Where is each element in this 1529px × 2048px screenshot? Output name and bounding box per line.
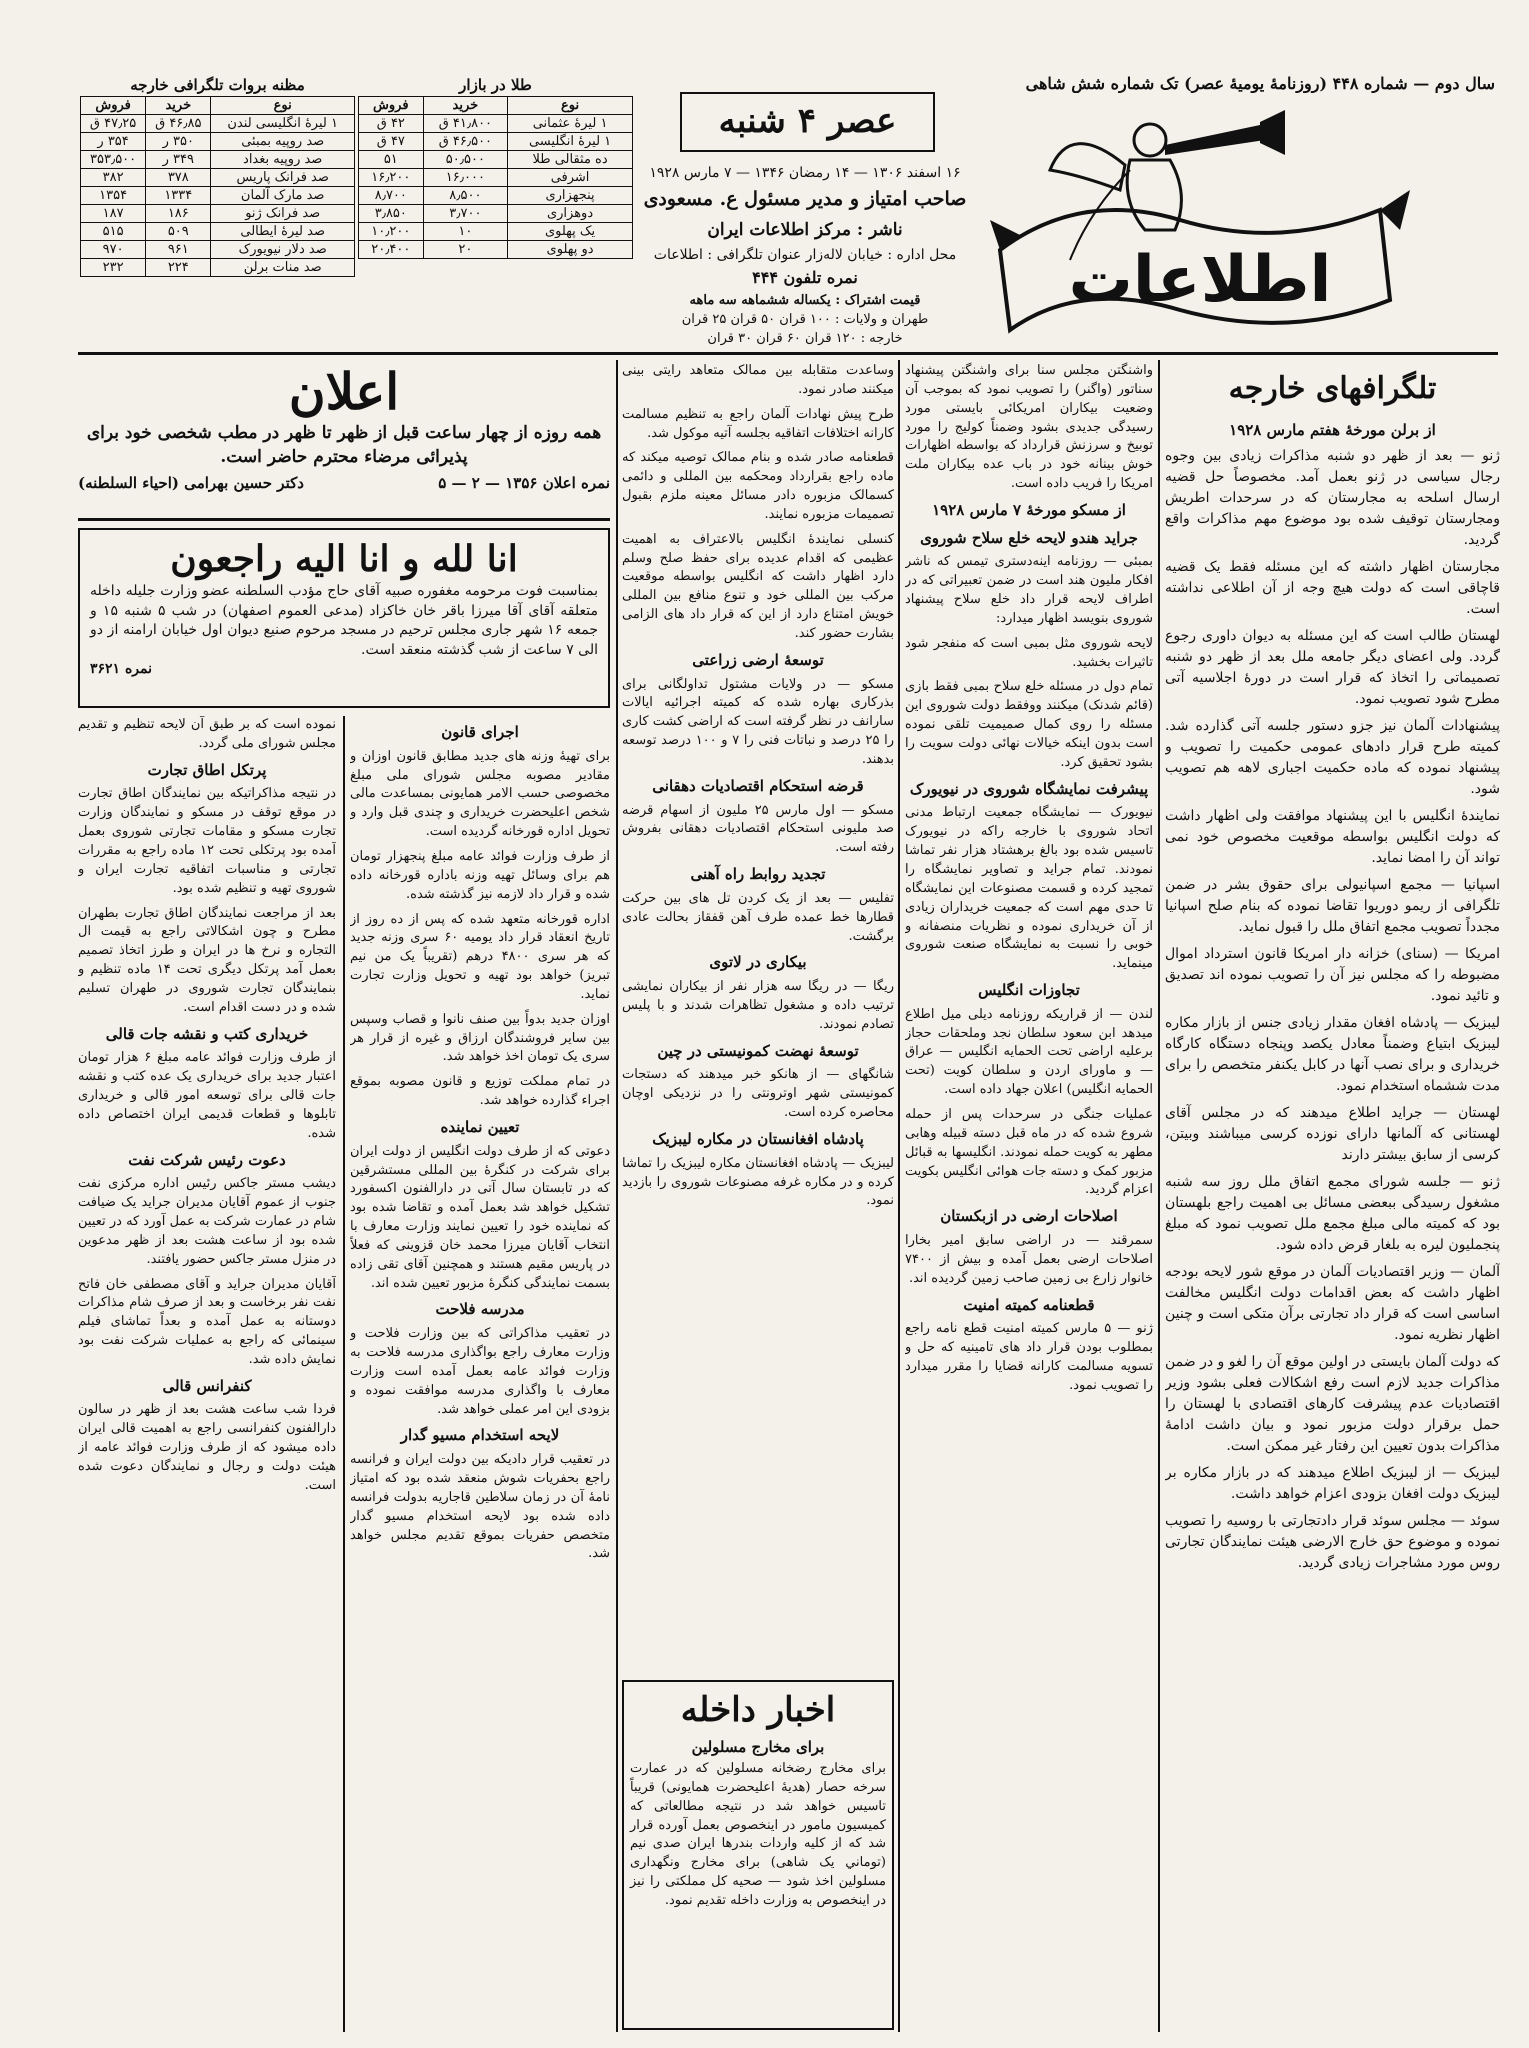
table-header-cell: خرید	[146, 97, 211, 115]
table-cell: پنجهزاری	[508, 187, 633, 205]
subscription-tehran: طهران و ولایات : ۱۰۰ قران ۵۰ قران ۲۵ قران	[681, 312, 929, 327]
protocol-body	[78, 785, 336, 1017]
paragraph: قطعنامه صادر شده و بنام ممالک توصیه میکند که ماده راجع بقرارداد ومحکمه بین المللی و دائمی کسمالک مزبوره دادر مسائل معینه ملزم بقبول تصمیمات مزبوره نمایند.	[622, 450, 894, 522]
column-rule	[343, 716, 345, 2032]
rail-title: تجدید روابط راه آهنی	[690, 865, 826, 884]
table-cell: ۱ لیرهٔ انگلیسی لندن	[211, 115, 355, 133]
protocol-title: پرتکل اطاق تجارت	[147, 760, 267, 779]
school-body	[350, 1325, 610, 1419]
domestic-sub-title: برای مخارج مسلولین	[691, 1738, 825, 1756]
table-header-cell: فروش	[81, 97, 146, 115]
paragraph: پیشنهادات آلمان نیز جزو دستور جلسه آتی گذارده شد. کمیته طرح قرار دادهای عمومی حکمیت را تصویب و پیشنهاد نموده که ماده حکمیت اجباری لاهه هم تصویب شود.	[1165, 717, 1500, 797]
table-row	[81, 241, 355, 259]
paragraph: از طرف وزارت فوائد عامه مبلغ ۶ هزار تومان اعتبار جدید برای خریداری یک عده کتب و نقشه جات قالی برای توسعه امور قالی و خریداری تابلوها و قطعات قدیمی ایران اختصاص داده شده.	[78, 1050, 336, 1141]
school-title: مدرسه فلاحت	[435, 1300, 525, 1319]
conf-title: کنفرانس قالی	[162, 1376, 252, 1395]
table-cell: ۳۵۰ ر	[146, 133, 211, 151]
column-rule	[1158, 360, 1160, 2032]
table-cell: ۲۳۲	[81, 259, 146, 277]
agri-title: توسعهٔ ارضی زراعتی	[692, 650, 824, 669]
table-cell: ۵۱۵	[81, 223, 146, 241]
table-cell: صد فرانک پاریس	[211, 169, 355, 187]
paragraph: آلمان — وزیر اقتصادیات آلمان در موقع شور لایحه بودجه اظهار داشت که بعض اقدامات دولت انگلیس مخالفت اساسی است که قرار داد تجارتی برآن متکی است و چنین اظهار نظریه نمود.	[1165, 1263, 1500, 1343]
table-cell: صد فرانک ژنو	[211, 205, 355, 223]
table-row	[81, 169, 355, 187]
paragraph: در تعقیب مذاکراتی که بین وزارت فلاحت و وزارت معارف راجع بواگذاری مدرسه فلاحت به وزارت فوائد عامه بعمل آمده است وزارت معارف با واگذاری مدرسه موافقت نموده و بزودی این امر عملی خواهد شد.	[350, 1326, 610, 1417]
paragraph: ژنو — ۵ مارس کمیته امنیت قطع نامه راجع بمطلوب بودن قرار داد های تامینیه که حل و تسویه مسالمت کارانه قضایا را مقرر میدارد را تصویب نمود.	[905, 1321, 1153, 1393]
afghan-title: پادشاه افغانستان در مکاره لیبزیک	[652, 1129, 864, 1148]
paragraph: فردا شب ساعت هشت بعد از ظهر در سالون دارالفنون کنفرانسی راجع به اهمیت قالی ایران داده میشود که از طرف وزارت فوائد عامه از هیئت دولت و رجال و نمایندگان دعوت شده است.	[78, 1402, 336, 1493]
paragraph: مسکو — در ولایات مشتول تداولگانی برای بذرکاری بهاره شده که کمیته اجرائیه ایالات سارانف در نظر گرفته است که اراضی کشت کاری را ۲۵ درصد و نباتات فنی را ۷ و ۱۰۰ درصد توسعه بدهند.	[622, 676, 894, 767]
obituary-title: انا لله و انا الیه راجعون	[170, 538, 518, 580]
issue-info: سال دوم — شماره ۴۴۸ (روزنامهٔ یومیهٔ عصر) تک شماره شش شاهی	[1025, 74, 1495, 93]
rural-body	[622, 802, 894, 859]
day-title: عصر ۴ شنبه	[680, 92, 935, 152]
paragraph: اداره قورخانه متعهد شده که پس از ده روز از تاریخ انعقاد قرار داد یومیه ۶۰ سری وزنه جدید که هر سری ۴۸۰۰ درهم (تقریباً یک من نیم تبریز) خواهد بود تهیه و تحویل وزارت تجارت نماید.	[350, 911, 610, 1002]
table-cell: ۱۰	[423, 223, 508, 241]
paragraph: مسکو — اول مارس ۲۵ ملیون از اسهام قرضه صد ملیونی استحکام اقتصادیات دهقانی بفروش رفته است.	[622, 802, 894, 856]
paragraph: لیبزیک — پادشاه افغان مقدار زیادی جنس از بازار مکاره لیبزیک ابتیاع وضمناً معادل یکصد وپنجاه دستگاه کارگاه خریداری و برای نصب آنها در کابل یکنفر متخصص را برای مدت ششماه استخدام نمود.	[1165, 1014, 1500, 1094]
announcement-box	[78, 362, 610, 512]
table-cell: ۴۶٫۵۰۰ ق	[423, 133, 508, 151]
table-cell: ۲۲۴	[146, 259, 211, 277]
paragraph: ریگا — در ریگا سه هزار نفر از بیکاران نمایشی ترتیب داده و مشغول تظاهرات شدند و با پلیس تصادم نمودند.	[622, 979, 894, 1032]
law-title: اجرای قانون	[441, 723, 519, 741]
paragraph: لهستان طالب است که این مسئله به دیوان داوری رجوع گردد. ولی اعضای دیگر جامعه ملل بعد از ظهر دو شنبه تصمیماتی را اتخاذ که قرار است در دورهٔ اجلاسیه آتی مطرح شود تصویب نمود.	[1165, 627, 1500, 707]
paragraph: نیویورک — نمایشگاه جمعیت ارتباط مدنی اتحاد شوروی با خارجه راکه در نیویورک تاسیس شده بود بالغ برهشتاد هزار نفر تماشا نمودند. تمام جراید و تصاویر نمایشگاه را تمجید کرده و قسمت مصنوعات این نمایشگاه تا حدی مهم است که جمعیت خریداران زیادی از آن خریداری نموده و نظریات منصفانه و خوبی را نسبت به نمایشگاه صنعت شوروی مینماید.	[905, 805, 1153, 972]
paragraph: وساعدت متقابله بین ممالک متعاهد رایتی بینی میکنند صادر نمود.	[622, 363, 894, 397]
announcement-title: اعلان	[288, 362, 400, 421]
table-cell: ۱۶٫۲۰۰	[359, 169, 424, 187]
table-cell: صد منات برلن	[211, 259, 355, 277]
table-cell: ۸٫۷۰۰	[359, 187, 424, 205]
table-cell: ۲۰٫۴۰۰	[359, 241, 424, 259]
china-title: توسعهٔ نهضت کمونیستی در چین	[657, 1041, 859, 1060]
phone-line: نمره تلفون ۴۴۴	[752, 268, 858, 287]
table-cell: ۴۷٫۲۵ ق	[81, 115, 146, 133]
england-body	[905, 1006, 1153, 1200]
paragraph: تفلیس — بعد از یک کردن تل های بین حرکت قطارها خط عمده طرف آهن قفقاز بحالت عادی برگشت.	[622, 890, 894, 944]
table-cell: ۳٫۷۰۰	[423, 205, 508, 223]
table-cell: ۳۷۸	[146, 169, 211, 187]
exhibit-title: پیشرفت نمایشگاه شوروی در نیویورک	[909, 779, 1149, 798]
table-cell: ۱ لیرهٔ انگلیسی	[508, 133, 633, 151]
foreign-dateline: از برلن مورخهٔ هفتم مارس ۱۹۲۸	[1229, 421, 1436, 439]
paragraph: که دولت آلمان بایستی در اولین موقع آن را لغو و در ضمن مذاکرات جدید لازم است رفع اشکالات فعلی بشود وزیر اقتصادیات عدم پیشرفت کارهای اقتصادی با لهستان را حمل برقرار دولت مزبور نمود و بیان داشت ادامهٔ مذاکرات بدون تعیین این رفتار غیر ممکن است.	[1165, 1353, 1500, 1454]
table-cell: ۹۷۰	[81, 241, 146, 259]
exhibit-body	[905, 804, 1153, 974]
rep-body	[350, 1143, 610, 1294]
hire-title: لایحه استخدام مسیو گدار	[400, 1426, 560, 1445]
fx-rate-table	[80, 76, 355, 277]
table-row	[359, 223, 633, 241]
middle-body	[622, 362, 894, 644]
table-cell: ۳٫۸۵۰	[359, 205, 424, 223]
publisher-line: ناشر : مرکز اطلاعات ایران	[707, 220, 903, 240]
books-title: خریداری کتب و نقشه جات قالی	[105, 1024, 309, 1043]
paragraph: لهستان — جراید اطلاع میدهند که در مجلس آقای لهستانی که آلمانها دارای نوزده کرسی میباشند وبیتن، کرسی از سابق بیشتر دارند	[1165, 1104, 1500, 1163]
table-cell: ۱۸۷	[81, 205, 146, 223]
washington-body	[905, 362, 1153, 494]
paragraph: دیشب مستر جاکس رئیس اداره مرکزی نفت جنوب از عموم آقایان مدیران جراید یک ضیافت شام در عمارت شرکت به عمل آورد که در تعیین شده بود از ساعت هشت بعد از ظهر مدعوین در منزل مستر جاکس حضور یافتند.	[78, 1176, 336, 1267]
paragraph: دعوتی که از طرف دولت انگلیس از دولت ایران برای شرکت در کنگرهٔ بین المللی مستشرقین که در تابستان سال آتی در دارالفنون اکسفورد تشکیل خواهد شد بعمل آمده و تقاضا شده بود که نماینده خود را تعیین نمایند وزارت معارف با انتخاب آقایان میرزا محمد خان قزوینی که فعلاً در پاریس مقیم هستند و همچنین آقای تقی زاده بسمت نمایندگی کنگرهٔ مزبور تعیین شده اند.	[350, 1143, 610, 1291]
table-cell: ۳۴۹ ر	[146, 151, 211, 169]
owner-line: صاحب امتیاز و مدیر مسئول ع. مسعودی	[643, 188, 967, 210]
table-cell: ۱۶٫۰۰۰	[423, 169, 508, 187]
subscription-title: قیمت اشتراک : یکساله ششماهه سه ماهه	[689, 293, 921, 308]
paragraph: در تعقیب قرار دادیکه بین دولت ایران و فرانسه راجع بحفریات شوش منعقد شده بود که امتیاز نامهٔ آن در زمان سلاطین قاجاریه بدولت فرانسه داده شده بود لایحه استخدام مسیو گدار متخصص حفریات بموقع تقدیم مجلس خواهد شد.	[350, 1452, 610, 1562]
books-body	[78, 1049, 336, 1143]
paragraph: برای تهیهٔ وزنه های جدید مطابق قانون اوزان و مقادیر مصوبه مجلس شورای ملی مبلغ مخصوصی حسب الامر همایونی بمساعدت مالی شخص اعلیحضرت خریداری و چندی قبل وارد و تحویل اداره قورخانه گردیده است.	[350, 748, 610, 840]
table-cell: ۳۸۲	[81, 169, 146, 187]
moscow-dateline: از مسکو مورخهٔ ۷ مارس ۱۹۲۸	[932, 500, 1126, 519]
foreign-telegraphs-column	[1165, 362, 1500, 2032]
masthead-rule	[78, 352, 1498, 355]
column-rule	[616, 360, 618, 2032]
foreign-body	[1165, 446, 1500, 1574]
table-row	[359, 115, 633, 133]
law-body	[350, 748, 610, 1111]
trade-column	[78, 716, 336, 2032]
paragraph: اسپانیا — مجمع اسپانیولی برای حقوق بشر در ضمن تلگرافی از ریمو دوریوا تقاضا نموده که بنام صلح اسپانیا مجدداً تصویب مجمع اتفاق ملل را قبول نماید.	[1165, 876, 1500, 935]
paragraph: نمایندهٔ انگلیس با این پیشنهاد موافقت ولی اظهار داشت که دولت انگلیس بواسطه موقعیت مخصوص خود نمی تواند آن را امضا نماید.	[1165, 807, 1500, 866]
subscription-abroad: خارجه : ۱۲۰ قران ۶۰ قران ۳۰ قران	[707, 331, 903, 346]
obituary-box	[78, 528, 610, 708]
paragraph: در تمام مملکت توزیع و قانون مصوبه بموقع اجراء گذارده خواهد شد.	[350, 1074, 610, 1109]
table-row	[359, 241, 633, 259]
paragraph: لایحه شوروی مثل بمبی است که منفجر شود تاثیرات بخشید.	[905, 635, 1153, 670]
invite-title: دعوت رئیس شرکت نفت	[128, 1150, 286, 1169]
reform-title: اصلاحات ارضی در ازبکستان	[940, 1207, 1118, 1226]
afghan-body	[622, 1155, 894, 1212]
table-row	[81, 223, 355, 241]
table-cell: ۵۰۹	[146, 223, 211, 241]
paragraph: از طرف وزارت فوائد عامه مبلغ پنجهزار تومان هم برای وسائل تهیه وزنه باداره قورخانه داده شده و قرار داد لازمه نیز گذشته شده.	[350, 848, 610, 902]
foreign-telegraphs-title: تلگرافهای خارجه	[1228, 371, 1437, 406]
logo-wordmark: اطلاعات	[1068, 243, 1332, 317]
table-cell: ده مثقالی طلا	[508, 151, 633, 169]
paragraph: لیبزیک — از لیبزیک اطلاع میدهند که در بازار مکاره بر لیبزیک دولت افغان بزودی اعزام خواهد داشت.	[1165, 1464, 1500, 1502]
paragraph: تمام دول در مسئله خلع سلاح بمبی فقط بازی (قائم شدنک) میکنند ووفقط دولت شوروی این مسئله را روی کمال صمیمیت تلقی نموده است بدون اینکه خیالات نهائی دولت سویت را بشود تحقیق کرد.	[905, 679, 1153, 770]
security-body	[905, 1320, 1153, 1395]
invite-body	[78, 1175, 336, 1369]
moscow-body	[905, 553, 1153, 772]
rail-body	[622, 890, 894, 947]
paragraph: امریکا — (سنای) خزانه دار امریکا قانون استرداد اموال مضبوطه را که مجلس نیز آن را تصویب نموده اند تصدیق و تائید نمود.	[1165, 945, 1500, 1004]
rep-title: تعیین نماینده	[440, 1117, 520, 1136]
paragraph: سمرقند — در اراضی سابق امیر بخارا اصلاحات ارضی بعمل آمده و بیش از ۷۴۰۰ خانوار زارع بی زمین صاحب زمین گردیده اند.	[905, 1232, 1153, 1286]
table-cell: ۴۷ ق	[359, 133, 424, 151]
table-row	[81, 259, 355, 277]
table-cell: ۱۰٫۲۰۰	[359, 223, 424, 241]
rural-title: قرضه استحکام اقتصادیات دهقانی	[652, 776, 864, 795]
paragraph: ژنو — بعد از ظهر دو شنبه مذاکرات زیادی بین وجوه رجال سیاسی در ژنو بعمل آمد. مخصوصاً حل قضیه ارسال اسلحه به مجارستان که در سرحدات اطریش ومجارستان توقیف شده بود موضوع مهم مذاکرات واقع گردید.	[1165, 447, 1500, 548]
fx-table-title: مظنه بروات تلگرافی خارجه	[130, 76, 305, 94]
paragraph: بمبئی — روزنامه اینه‌دستری تیمس که ناشر افکار ملیون هند است در ضمن تعبیراتی که در اطراف لایحه قرار داد خلع سلاح پیشنهاد شوروی بنویسد اظهار میدارد:	[905, 554, 1153, 626]
newspaper-logo	[960, 100, 1430, 345]
table-row	[359, 151, 633, 169]
domestic-title: اخبار داخله	[680, 1690, 836, 1730]
trade-body	[78, 716, 336, 754]
table-cell: ۴۲ ق	[359, 115, 424, 133]
domestic-news-box	[622, 1680, 894, 2030]
security-title: قطعنامه کمیته امنیت	[963, 1295, 1095, 1314]
table-row	[81, 151, 355, 169]
table-cell: یک پهلوی	[508, 223, 633, 241]
table-header-cell: نوع	[508, 97, 633, 115]
table-row	[81, 133, 355, 151]
table-header-cell: نوع	[211, 97, 355, 115]
paragraph: شانگهای — از هانکو خبر میدهند که دستجات کمونیستی شهر اوترونتی را در نزدیکی اوچان محاصره کرده است.	[622, 1067, 894, 1121]
paragraph: سوئد — مجلس سوئد قرار دادتجارتی با روسیه را تصویب نموده و موضوع حق خارج الارضی هیئت نمایندگان تجارتی روس مورد مشاجرات زیادی گردید.	[1165, 1512, 1500, 1571]
paragraph: طرح پیش نهادات آلمان راجع به تنظیم مسالمت کارانه اختلافات اتفاقیه بجلسه آتیه موکول شد.	[622, 406, 894, 441]
table-cell: ۱۳۵۴	[81, 187, 146, 205]
table-cell: ۹۶۱	[146, 241, 211, 259]
england-title: تجاوزات انگلیس	[978, 981, 1080, 1000]
announcement-number: نمره اعلان ۱۳۵۶ — ۲ — ۵	[438, 473, 610, 492]
table-cell: ۲۰	[423, 241, 508, 259]
moscow-title: جراید هندو لایحه خلع سلاح شوروی	[920, 528, 1138, 547]
paragraph: اوزان جدید بدواً بین صنف نانوا و قصاب وسپس بین سایر فروشندگان ارزاق و غیره از قرار هر سری یک تومان اخذ خواهد شد.	[350, 1011, 610, 1065]
table-cell: ۴۶٫۸۵ ق	[146, 115, 211, 133]
section-rule	[78, 518, 610, 521]
gold-price-table	[358, 76, 633, 259]
table-cell: ۱۳۳۴	[146, 187, 211, 205]
obituary-number: نمره ۳۶۲۱	[90, 661, 153, 678]
announcement-text: همه روزه از چهار ساعت قبل از ظهر تا ظهر در مطب شخصی خود برای پذیرائی مرضاء محترم حاضر است.	[86, 423, 602, 467]
conf-body	[78, 1401, 336, 1495]
announcement-signature: دکتر حسین بهرامی (احیاء السلطنه)	[78, 473, 304, 492]
table-cell: دوهزاری	[508, 205, 633, 223]
table-row	[359, 169, 633, 187]
china-body	[622, 1066, 894, 1123]
gold-table-grid	[358, 96, 633, 259]
table-cell: ۱ لیرهٔ عثمانی	[508, 115, 633, 133]
domestic-body	[630, 1760, 886, 1911]
table-cell: صد دلار نیویورک	[211, 241, 355, 259]
obituary-text: بمناسبت فوت مرحومه مغفوره صبیه آقای حاج مؤدب السلطنه عضو وزارت جلیله داخله متعلقه آقای آقا میرزا باقر خان خاکزاد (مدعی العموم اصفهان) در شب ۵ شنبه ۱۵ و جمعه ۱۶ شهر جاری مجلس ترحیم در مسجد مرحوم صنیع دیوان اول خیابان ارامنه از دو الی ۷ ساعت از شب گذشته منعقد است.	[90, 583, 598, 658]
law-column	[350, 716, 610, 2032]
paragraph: کنسلی نمایندهٔ انگلیس بالاعتراف به اهمیت عظیمی که اقدام عدیده برای حفظ صلح وسلم دارد اظهار داشت که انگلیس بواسطه موقعیت مرکب بین المللی خود و تنوع منافع بین المللی خویش امتناع دارد از این که قرار داد های الزامی بشارت حضور کند.	[622, 531, 894, 641]
paragraph: لندن — از قراریکه روزنامه دیلی میل اطلاع میدهد ابن سعود سلطان نجد وملحقات حجاز برعلیه اراضی تحت الحمایه انگلیس — عراق — و ماورای اردن و سلطان کویت (تحت الحمایه انگلیس) اعلان جهاد داده است.	[905, 1006, 1153, 1098]
table-cell: صد روپیه بمبئی	[211, 133, 355, 151]
paragraph: آقایان مدیران جراید و آقای مصطفی خان فاتح نفت نفر برخاست و بعد از صرف شام مذاکرات دوستانه به عمل آمده و بعداً تماشای فیلم سینمائی که راجع به عملیات شرکت نفت بود نمایش داده شد.	[78, 1276, 336, 1367]
table-cell: ۸٫۵۰۰	[423, 187, 508, 205]
paragraph: واشنگتن مجلس سنا برای واشنگتن پیشنهاد سناتور (واگنر) را تصویب نمود که بموجب آن وضعیت بیکاران امریکائی بایستی مورد رسیدگی جدیدی بشود وضمناً کولیج را مورد توبیخ و سرزنش قرارداد که بواسطه اظهارات خوش بینانه خود در باب عده بیکاران ملت امریکا را فریب داده است.	[905, 363, 1153, 492]
paragraph: نموده است که بر طبق آن لایحه تنظیم و تقدیم مجلس شورای ملی گردد.	[78, 717, 336, 751]
table-cell: دو پهلوی	[508, 241, 633, 259]
table-cell: صد مارک آلمان	[211, 187, 355, 205]
table-cell: صد روپیه بغداد	[211, 151, 355, 169]
hire-body	[350, 1451, 610, 1564]
paragraph: بعد از مراجعت نمایندگان اطاق تجارت بطهران مطرح و چون اشکالاتی راجع به قیمت ال التجاره و نرخ ها در ایران و طرز اتخاذ تصمیم بعمل آمد پرتکل دیگری تحت ۱۴ ماده تنظیم و بنمایندگان تجارت شوروی در طهران تسلیم شده و در دست اقدام است.	[78, 905, 336, 1015]
fx-table-grid	[80, 96, 355, 277]
table-cell: ۳۵۴ ر	[81, 133, 146, 151]
table-cell: ۱۸۶	[146, 205, 211, 223]
table-header-cell: خرید	[423, 97, 508, 115]
table-cell: ۳۵۳٫۵۰۰	[81, 151, 146, 169]
paragraph: برای مخارج رضخانه مسلولین که در عمارت سرخه حصار (هدیهٔ اعلیحضرت همایونی) قریباً تاسیس خواهد شد در نتیجه مطالعاتی که کمیسیون مامور در اینخصوص بعمل آورده قرار شد که از کلیه واردات بندرها ایران صدی نیم (توماني یک شاهی) برای مخارج ونگهداری مسلولین اخذ شود — صحیه کل مملکتی را نیز در اینخصوص به وزارت داخله تقدیم نمود.	[630, 1761, 886, 1908]
world-news-column	[905, 362, 1153, 2032]
paragraph: مجارستان اظهار داشته که این مسئله فقط یک قضیه قاچاقی است که دولت هیچ وجه از آن اطلاعی نداشته است.	[1165, 558, 1500, 617]
paragraph: ژنو — جلسه شورای مجمع اتفاق ملل روز سه شنبه مشغول رسیدگی ببعضی مسائل بی اهمیت راجع بلهستان بود که کمیته مالی مبلغ مجمع ملل تصویب نمود که مبلغ پنجملیون لیره به بلغار قرض داده شود.	[1165, 1173, 1500, 1253]
table-cell: ۵۱	[359, 151, 424, 169]
paragraph: در نتیجه مذاکراتیکه بین نمایندگان اطاق تجارت در موقع توقف در مسکو و نمایندگان وزارت تجارت مسکو و مقامات تجارتی شوروی بعمل آمده بود پرتکلی تحت ۱۲ ماده راجع به مقررات تجارتی و مناسبات اتفاقیه تجارت ایران و شوروی تهیه و تنظیم شده بود.	[78, 786, 336, 896]
table-row	[81, 115, 355, 133]
agri-body	[622, 676, 894, 770]
table-cell: ۵۰٫۵۰۰	[423, 151, 508, 169]
date-line: ۱۶ اسفند ۱۳۰۶ — ۱۴ رمضان ۱۳۴۶ — ۷ مارس ۱۹۲۸	[649, 165, 961, 181]
unemp-title: بیکاری در لاتوی	[709, 953, 807, 972]
unemp-body	[622, 978, 894, 1035]
table-row	[81, 187, 355, 205]
paragraph: لیبزیک — پادشاه افغانستان مکاره لیبزیک را تماشا کرده و در مکاره غرفه مصنوعات شوروی را بازدید نمود.	[622, 1155, 894, 1209]
table-cell: صد لیرهٔ ایطالی	[211, 223, 355, 241]
column-rule	[898, 360, 900, 2032]
table-row	[81, 205, 355, 223]
table-cell: ۴۱٫۸۰۰ ق	[423, 115, 508, 133]
table-cell: اشرفی	[508, 169, 633, 187]
gold-table-title: طلا در بازار	[459, 76, 532, 94]
reform-body	[905, 1232, 1153, 1289]
table-row	[359, 205, 633, 223]
table-header-cell: فروش	[359, 97, 424, 115]
address-line: محل اداره : خیابان لاله‌زار عنوان تلگرافی : اطلاعات	[653, 247, 957, 263]
table-row	[359, 133, 633, 151]
middle-news-column	[622, 362, 894, 1672]
table-row	[359, 187, 633, 205]
paragraph: عملیات جنگی در سرحدات پس از حمله شروع شده که در ماه قبل دسته قبیله وهابی مطهر به کویت حمله نمودند. انگلیسها به قبائل مزبور کمک و دسته جات هوائی انگلیس بکویت اعزام گردید.	[905, 1107, 1153, 1198]
